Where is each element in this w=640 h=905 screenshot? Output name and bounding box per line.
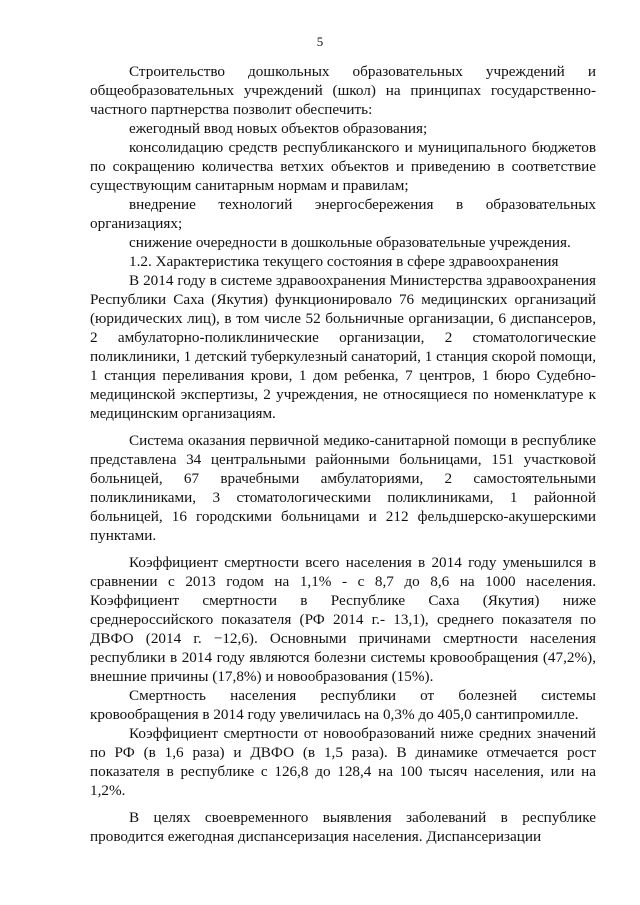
paragraph-circulatory-mortality: Смертность населения республики от болезней системы кровообращения в 2014 году увеличилась на 0,3% до 405,0 сантипромилле.: [90, 687, 596, 723]
paragraph-healthcare-organizations: В 2014 году в системе здравоохранения Министерства здравоохранения Республики Саха (Якутия) функционировало 76 медицинских организаций (юридических лиц), в том числе 52 больничные организации, 6 диспансеров, 2 амбулаторно-поликлинические организации, 2 стоматологические поликлиники, 1 детский туберкулезный санаторий, 1 станция скорой помощи, 1 станция переливания крови, 1 дом ребенка, 7 центров, 1 бюро Судебно-медицинской экспертизы, 2 учреждения, не относящиеся по номенклатуре к медицинским организациям.: [90, 272, 596, 422]
list-item-energy-saving: внедрение технологий энергосбережения в образовательных организациях;: [90, 196, 596, 232]
paragraph-cancer-mortality: Коэффициент смертности от новообразований ниже средних значений по РФ (в 1,6 раза) и ДВФО (в 1,5 раза). В динамике отмечается рост показателя в республике с 126,8 до 128,4 на 100 тысяч населения, или на 1,2%.: [90, 725, 596, 799]
section-heading-healthcare: 1.2. Характеристика текущего состояния в сфере здравоохранения: [129, 253, 559, 270]
list-item-new-objects: ежегодный ввод новых объектов образования;: [129, 120, 428, 137]
list-item-budget-consolidation: консолидацию средств республиканского и муниципального бюджетов по сокращению количества ветхих объектов и приведению в соответствие существующим санитарным нормам и правилам;: [90, 139, 596, 194]
paragraph-mortality-rate: Коэффициент смертности всего населения в 2014 году уменьшился в сравнении с 2013 годом на 1,1% - с 8,7 до 8,6 на 1000 населения. Коэффициент смертности в Республике Саха (Якутия) ниже среднероссийского показателя (РФ 2014 г.- 13,1), среднего показателя по ДВФО (2014 г. −12,6). Основными причинами смертности населения республики в 2014 году являются болезни системы кровообращения (47,2%), внешние причины (17,8%) и новообразования (15%).: [90, 554, 596, 685]
paragraph-screening: В целях своевременного выявления заболеваний в республике проводится ежегодная диспансеризация населения. Диспансеризации: [90, 809, 596, 845]
paragraph-ppp-intro: Строительство дошкольных образовательных учреждений и общеобразовательных учреждений (школ) на принципах государственно-частного партнерства позволит обеспечить:: [90, 63, 596, 118]
paragraph-primary-care: Система оказания первичной медико-санитарной помощи в республике представлена 34 центральными районными больницами, 151 участковой больницей, 67 врачебными амбулаториями, 2 самостоятельными поликлиниками, 3 стоматологическими поликлиниками, 1 районной больницей, 16 городскими больницами и 212 фельдшерско-акушерскими пунктами.: [90, 432, 596, 544]
page-number: 5: [316, 34, 324, 49]
body-text: [90, 62, 596, 846]
list-item-queue-reduction: снижение очередности в дошкольные образовательные учреждения.: [129, 234, 571, 251]
